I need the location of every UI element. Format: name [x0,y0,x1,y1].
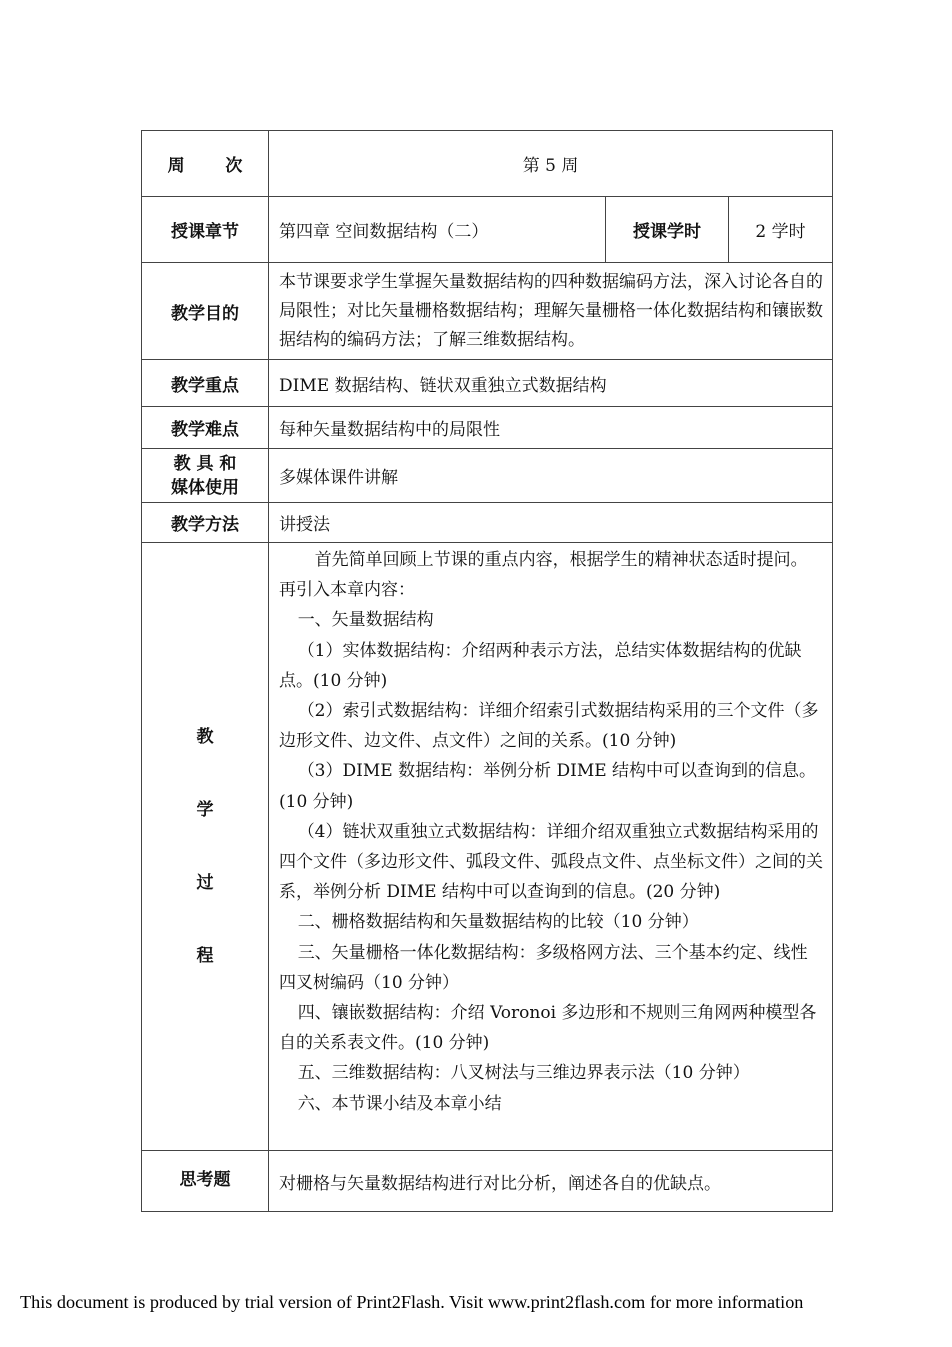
tools-label: 教 具 和 媒体使用 [142,449,269,503]
tools-value: 多媒体课件讲解 [269,449,833,503]
focus-label: 教学重点 [142,360,269,407]
process-label: 教 学 过 程 [142,543,269,1151]
process-item: （2）索引式数据结构：详细介绍索引式数据结构采用的三个文件（多边形文件、边文件、点文件）之间的关系。(10 分钟) [279,701,819,752]
method-value: 讲授法 [269,503,833,543]
process-item: （4）链状双重独立式数据结构：详细介绍双重独立式数据结构采用的四个文件（多边形文件、弧段文件、弧段点文件、点坐标文件）之间的关系，举例分析 DIME 结构中可以查询到的信息。(20 分钟) [279,821,823,903]
method-label: 教学方法 [142,503,269,543]
row-questions [142,1151,833,1212]
questions-value: 对栅格与矢量数据结构进行对比分析，阐述各自的优缺点。 [269,1151,833,1212]
goal-label: 教学目的 [142,263,269,360]
week-value: 第 5 周 [269,131,833,197]
process-item: 二、栅格数据结构和矢量数据结构的比较（10 分钟） [297,912,699,933]
process-item: 六、本节课小结及本章小结 [297,1093,502,1114]
difficulty-value: 每种矢量数据结构中的局限性 [269,407,833,449]
questions-label: 思考题 [142,1151,269,1212]
row-chapter [142,197,833,263]
goal-value [269,263,833,360]
process-item: （1）实体数据结构：介绍两种表示方法，总结实体数据结构的优缺点。(10 分钟) [279,640,802,691]
process-item: 三、矢量栅格一体化数据结构：多级格网方法、三个基本约定、线性四叉树编码（10 分钟） [279,942,808,993]
row-goal [142,263,833,360]
row-difficulty [142,407,833,449]
row-method [142,503,833,543]
process-intro: 首先简单回顾上节课的重点内容，根据学生的精神状态适时提问。再引入本章内容： [279,550,808,601]
process-item: 五、三维数据结构：八叉树法与三维边界表示法（10 分钟） [297,1063,750,1084]
process-item: （3）DIME 数据结构：举例分析 DIME 结构中可以查询到的信息。(10 分钟) [279,761,817,812]
hours-value: 2 学时 [729,197,833,263]
row-process [142,543,833,1151]
trial-watermark-footer: This document is produced by trial version of Print2Flash. Visit www.print2flash.com for more information [20,1292,804,1312]
row-tools [142,449,833,503]
lesson-plan-table [141,130,833,1212]
chapter-label: 授课章节 [142,197,269,263]
process-item: 一、矢量数据结构 [297,610,434,631]
focus-value: DIME 数据结构、链状双重独立式数据结构 [269,360,833,407]
hours-label: 授课学时 [606,197,729,263]
process-content [269,543,833,1151]
process-item: 四、镶嵌数据结构：介绍 Voronoi 多边形和不规则三角网两种模型各自的关系表文件。(10 分钟) [279,1003,817,1054]
row-focus [142,360,833,407]
goal-text: 本节课要求学生掌握矢量数据结构的四种数据编码方法，深入讨论各自的局限性；对比矢量栅格数据结构；理解矢量栅格一体化数据结构和镶嵌数据结构的编码方法；了解三维数据结构。 [279,271,823,350]
week-label: 周 次 [142,131,269,197]
difficulty-label: 教学难点 [142,407,269,449]
row-week [142,131,833,197]
chapter-value: 第四章 空间数据结构（二） [269,197,606,263]
